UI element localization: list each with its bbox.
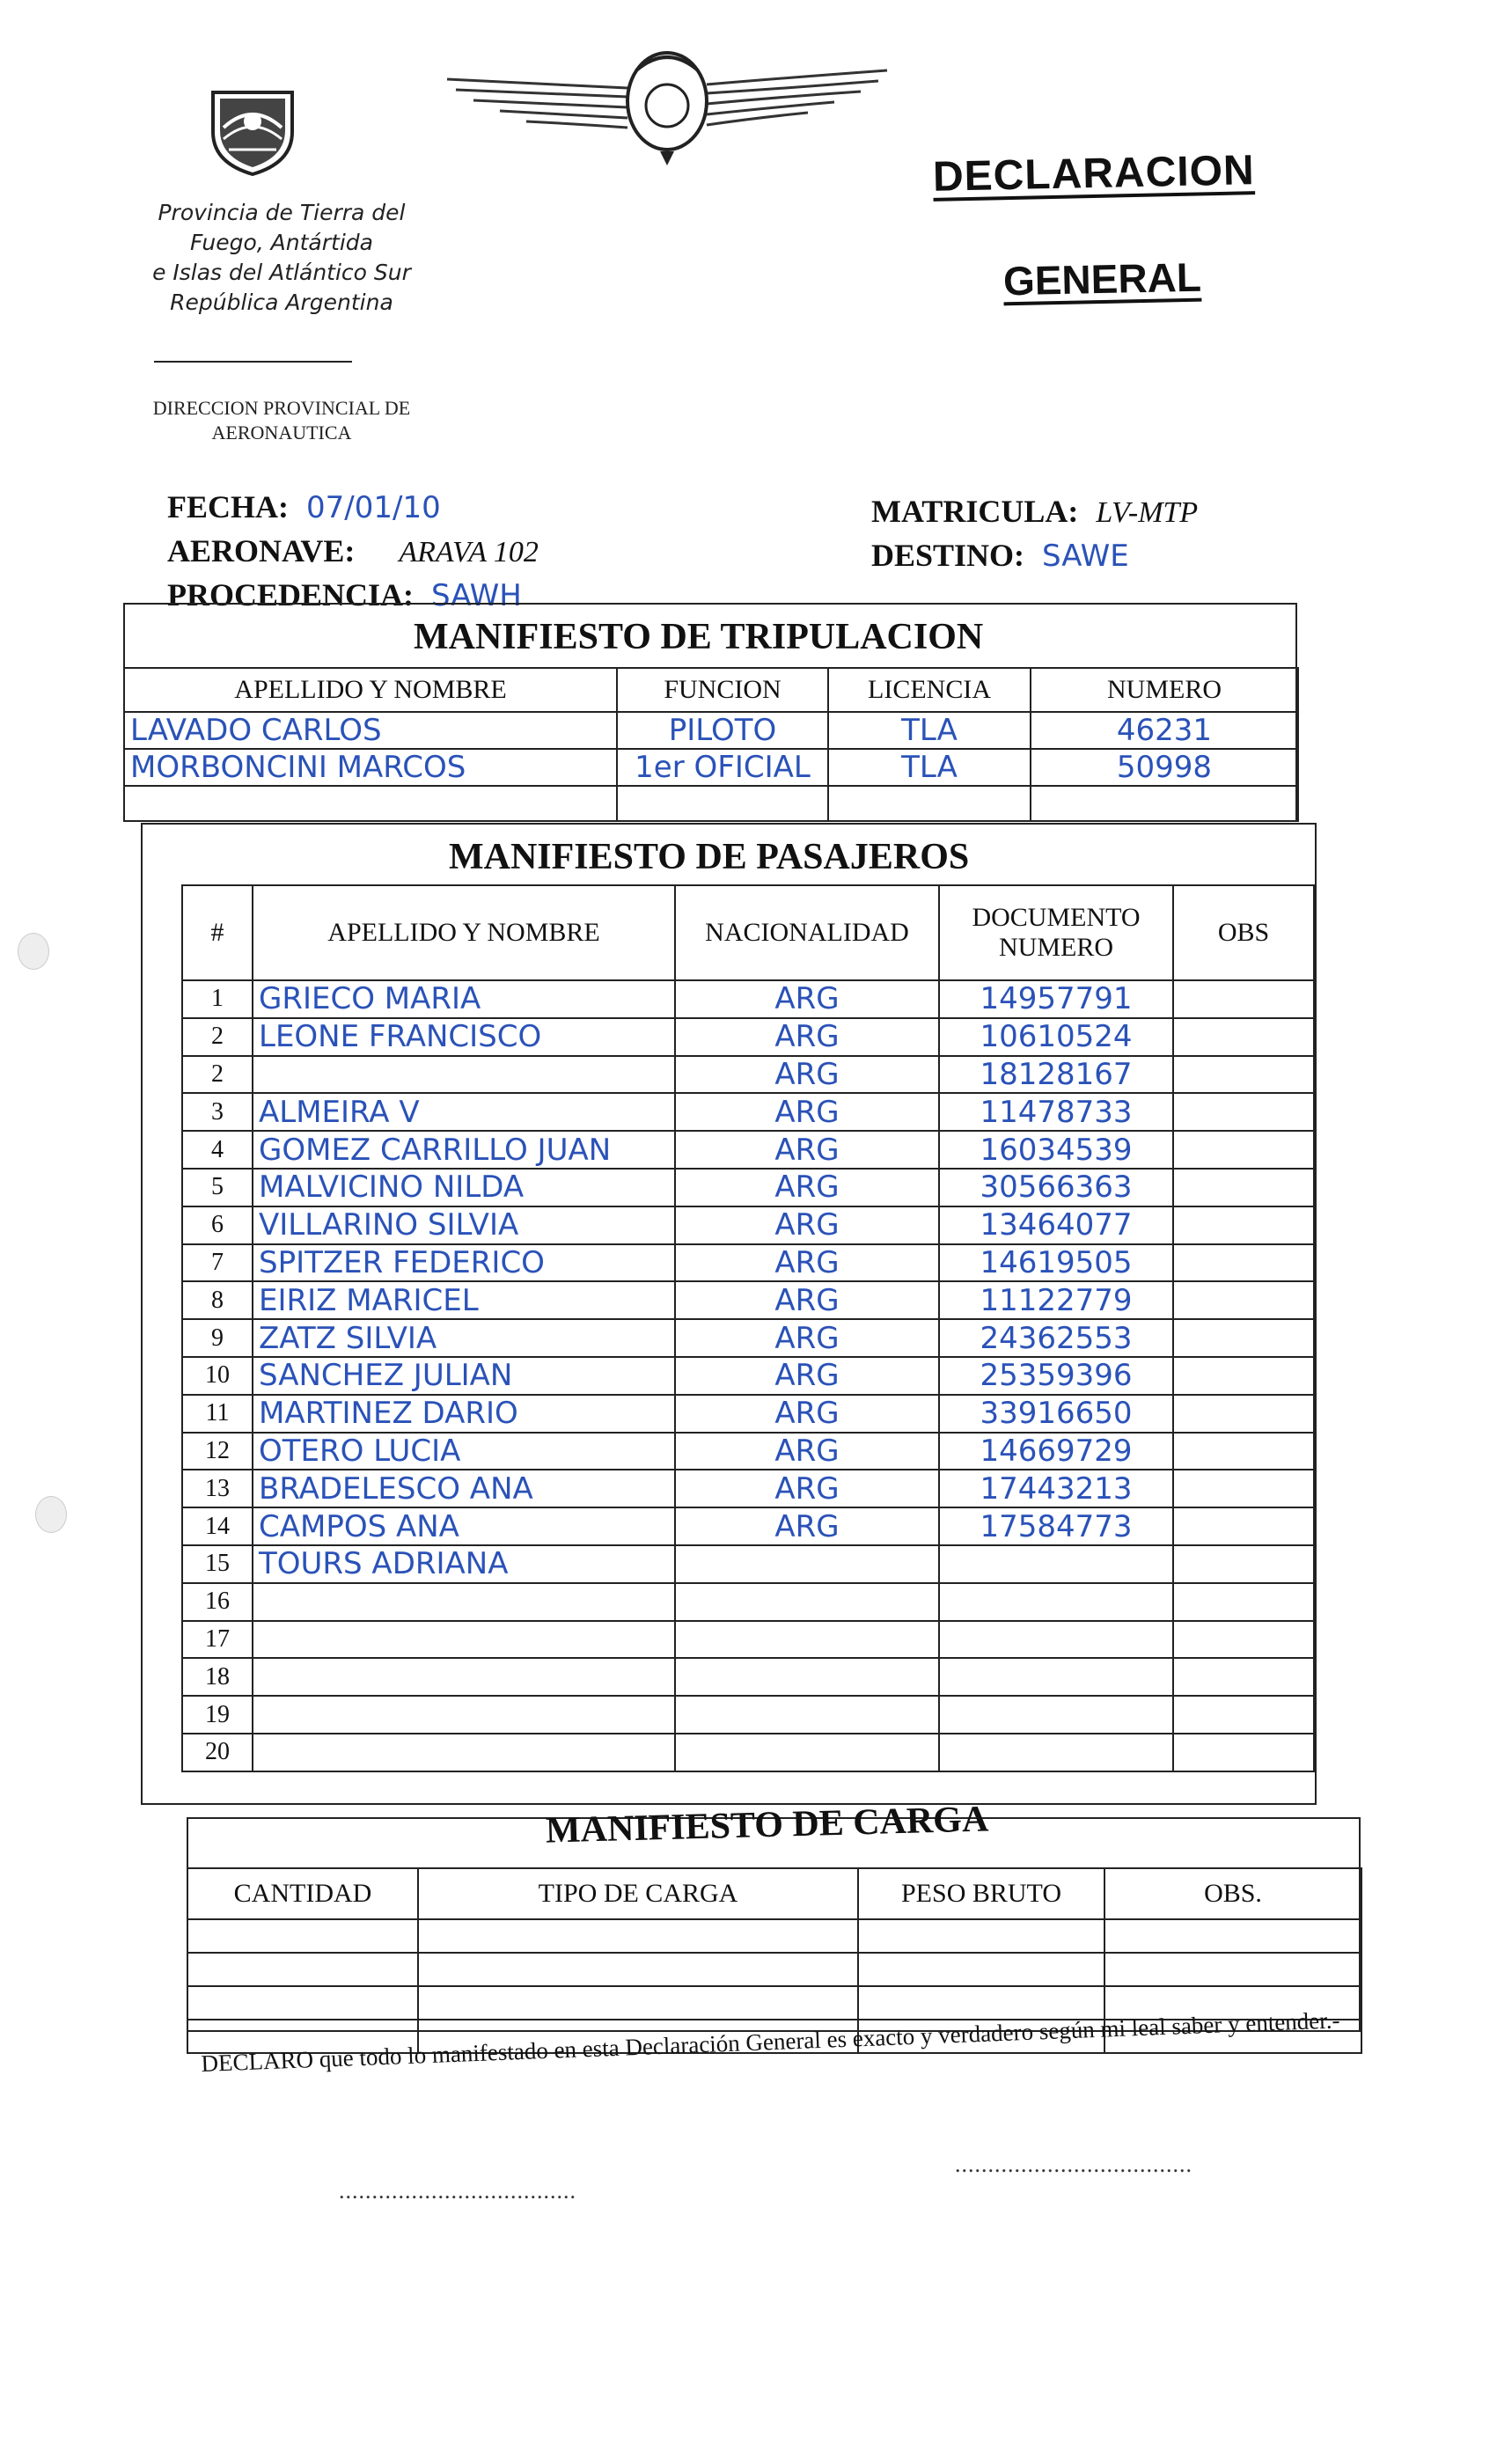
passenger-obs (1173, 1169, 1314, 1206)
fecha-value: 07/01/10 (306, 490, 441, 525)
procedencia-label: PROCEDENCIA: (167, 577, 415, 612)
passenger-row (182, 1621, 1314, 1659)
passenger-index: 2 (182, 1056, 253, 1094)
passenger-document (939, 1696, 1173, 1734)
passenger-name: ALMEIRA V (253, 1093, 675, 1131)
cargo-cell (858, 1986, 1104, 2020)
fecha-label: FECHA: (167, 489, 289, 524)
province-line: Provincia de Tierra del (158, 200, 406, 225)
passenger-nationality: ARG (675, 1131, 939, 1169)
passenger-document (939, 1545, 1173, 1583)
pax-header-name: APELLIDO Y NOMBRE (253, 885, 675, 980)
cargo-cell (418, 1953, 858, 1986)
passenger-name (253, 1621, 675, 1659)
pax-header-index: # (182, 885, 253, 980)
punch-hole (35, 1496, 67, 1533)
destino-field (871, 537, 1129, 574)
passenger-obs (1173, 1395, 1314, 1433)
crew-name (124, 786, 617, 821)
passenger-obs (1173, 1621, 1314, 1659)
passenger-nationality: ARG (675, 980, 939, 1018)
passenger-nationality: ARG (675, 1357, 939, 1395)
document-title: DECLARACION (932, 147, 1256, 201)
passenger-index: 12 (182, 1433, 253, 1470)
passenger-row (182, 1658, 1314, 1696)
passenger-row (182, 1056, 1314, 1094)
cargo-header-quantity: CANTIDAD (187, 1868, 418, 1919)
passenger-document: 11478733 (939, 1093, 1173, 1131)
passenger-row (182, 1545, 1314, 1583)
aeronave-label: AERONAVE: (167, 533, 356, 568)
passenger-name: VILLARINO SILVIA (253, 1206, 675, 1244)
passenger-document: 33916650 (939, 1395, 1173, 1433)
passenger-document: 18128167 (939, 1056, 1173, 1094)
province-line: e Islas del Atlántico Sur (152, 260, 411, 285)
crew-license (828, 786, 1031, 821)
crew-license: TLA (828, 749, 1031, 786)
passenger-document: 17443213 (939, 1470, 1173, 1507)
passenger-row (182, 980, 1314, 1018)
province-name (123, 198, 440, 318)
passenger-index: 10 (182, 1357, 253, 1395)
passenger-index: 14 (182, 1507, 253, 1545)
passenger-row (182, 1470, 1314, 1507)
passenger-document (939, 1658, 1173, 1696)
passenger-nationality: ARG (675, 1244, 939, 1282)
passenger-row (182, 1696, 1314, 1734)
crew-number: 50998 (1031, 749, 1298, 786)
passenger-row (182, 1206, 1314, 1244)
cargo-header-weight: PESO BRUTO (858, 1868, 1104, 1919)
passenger-row (182, 1433, 1314, 1470)
procedencia-value: SAWH (431, 578, 522, 613)
crew-license: TLA (828, 712, 1031, 749)
passenger-nationality: ARG (675, 1093, 939, 1131)
passenger-name: SANCHEZ JULIAN (253, 1357, 675, 1395)
document-subtitle: GENERAL (1002, 253, 1202, 304)
passenger-row (182, 1281, 1314, 1319)
passenger-manifest-title: MANIFIESTO DE PASAJEROS (449, 837, 970, 877)
passenger-name: EIRIZ MARICEL (253, 1281, 675, 1319)
passenger-row (182, 1507, 1314, 1545)
passenger-index: 8 (182, 1281, 253, 1319)
passenger-index: 16 (182, 1583, 253, 1621)
passenger-name (253, 1734, 675, 1771)
passenger-nationality (675, 1583, 939, 1621)
passenger-table (181, 884, 1315, 1772)
passenger-obs (1173, 1433, 1314, 1470)
passenger-document: 14957791 (939, 980, 1173, 1018)
passenger-obs (1173, 1696, 1314, 1734)
passenger-index: 6 (182, 1206, 253, 1244)
passenger-index: 11 (182, 1395, 253, 1433)
passenger-name: MALVICINO NILDA (253, 1169, 675, 1206)
passenger-obs (1173, 1206, 1314, 1244)
directorate-line: DIRECCION PROVINCIAL DE (152, 397, 411, 419)
signature-line: .................................... (339, 2178, 576, 2204)
matricula-value: LV-MTP (1096, 496, 1199, 529)
pax-header-obs: OBS (1173, 885, 1314, 980)
passenger-obs (1173, 1319, 1314, 1357)
province-line: República Argentina (170, 290, 393, 315)
crew-name: MORBONCINI MARCOS (124, 749, 617, 786)
cargo-manifest-title: MANIFIESTO DE CARGA (545, 1799, 989, 1852)
crew-function: PILOTO (617, 712, 828, 749)
passenger-nationality (675, 1545, 939, 1583)
province-line: Fuego, Antártida (190, 230, 373, 255)
passenger-obs (1173, 1131, 1314, 1169)
passenger-nationality (675, 1696, 939, 1734)
cargo-cell (418, 1919, 858, 1953)
passenger-nationality: ARG (675, 1319, 939, 1357)
aviation-wings-icon (438, 35, 896, 167)
cargo-row (187, 1919, 1361, 1953)
passenger-row (182, 1131, 1314, 1169)
passenger-index: 7 (182, 1244, 253, 1282)
passenger-document: 30566363 (939, 1169, 1173, 1206)
directorate-name (123, 396, 440, 445)
passenger-row (182, 1244, 1314, 1282)
crew-header-function: FUNCION (617, 668, 828, 712)
passenger-index: 18 (182, 1658, 253, 1696)
passenger-obs (1173, 980, 1314, 1018)
passenger-row (182, 1734, 1314, 1771)
crew-row (124, 712, 1298, 749)
passenger-document: 25359396 (939, 1357, 1173, 1395)
passenger-row (182, 1319, 1314, 1357)
passenger-index: 3 (182, 1093, 253, 1131)
passenger-name: LEONE FRANCISCO (253, 1018, 675, 1056)
passenger-document: 11122779 (939, 1281, 1173, 1319)
passenger-nationality: ARG (675, 1433, 939, 1470)
passenger-name (253, 1056, 675, 1094)
directorate-line: AERONAUTICA (211, 422, 352, 444)
passenger-name: OTERO LUCIA (253, 1433, 675, 1470)
passenger-document: 17584773 (939, 1507, 1173, 1545)
passenger-index: 19 (182, 1696, 253, 1734)
passenger-index: 9 (182, 1319, 253, 1357)
declaration-statement: DECLARO que todo lo manifestado en esta Declaración General es exacto y verdadero según mi leal saber y entender.- (201, 2006, 1340, 2077)
cargo-row (187, 1953, 1361, 1986)
passenger-name: GRIECO MARIA (253, 980, 675, 1018)
passenger-obs (1173, 1545, 1314, 1583)
passenger-name (253, 1583, 675, 1621)
passenger-name: SPITZER FEDERICO (253, 1244, 675, 1282)
cargo-cell (187, 1919, 418, 1953)
passenger-index: 1 (182, 980, 253, 1018)
cargo-cell (187, 1986, 418, 2020)
matricula-label: MATRICULA: (871, 494, 1079, 529)
passenger-document (939, 1583, 1173, 1621)
passenger-nationality: ARG (675, 1018, 939, 1056)
passenger-name: TOURS ADRIANA (253, 1545, 675, 1583)
passenger-nationality: ARG (675, 1281, 939, 1319)
passenger-index: 13 (182, 1470, 253, 1507)
passenger-document: 14619505 (939, 1244, 1173, 1282)
passenger-index: 2 (182, 1018, 253, 1056)
passenger-row (182, 1169, 1314, 1206)
passenger-row (182, 1093, 1314, 1131)
passenger-row (182, 1583, 1314, 1621)
aeronave-field (167, 532, 539, 569)
passenger-obs (1173, 1093, 1314, 1131)
cargo-cell (858, 1953, 1104, 1986)
passenger-name: BRADELESCO ANA (253, 1470, 675, 1507)
punch-hole (18, 933, 49, 970)
passenger-document: 13464077 (939, 1206, 1173, 1244)
passenger-document (939, 1621, 1173, 1659)
passenger-nationality (675, 1658, 939, 1696)
passenger-document: 10610524 (939, 1018, 1173, 1056)
passenger-nationality: ARG (675, 1470, 939, 1507)
cargo-header-obs: OBS. (1104, 1868, 1361, 1919)
passenger-index: 5 (182, 1169, 253, 1206)
matricula-field (871, 493, 1198, 530)
passenger-rows (182, 980, 1314, 1771)
passenger-document: 14669729 (939, 1433, 1173, 1470)
cargo-header-type: TIPO DE CARGA (418, 1868, 858, 1919)
passenger-obs (1173, 1357, 1314, 1395)
passenger-nationality: ARG (675, 1206, 939, 1244)
passenger-obs (1173, 1056, 1314, 1094)
cargo-cell (418, 1986, 858, 2020)
crew-number (1031, 786, 1298, 821)
signature-line: .................................... (955, 2152, 1192, 2177)
passenger-name: ZATZ SILVIA (253, 1319, 675, 1357)
passenger-obs (1173, 1281, 1314, 1319)
crew-header-license: LICENCIA (828, 668, 1031, 712)
crew-function (617, 786, 828, 821)
crew-function: 1er OFICIAL (617, 749, 828, 786)
passenger-name (253, 1696, 675, 1734)
passenger-index: 20 (182, 1734, 253, 1771)
province-seal-icon (204, 79, 301, 176)
passenger-nationality (675, 1734, 939, 1771)
crew-header-name: APELLIDO Y NOMBRE (124, 668, 617, 712)
divider (154, 361, 352, 363)
crew-manifest-title: MANIFIESTO DE TRIPULACION (414, 617, 984, 657)
passenger-name (253, 1658, 675, 1696)
passenger-index: 15 (182, 1545, 253, 1583)
pax-header-nationality: NACIONALIDAD (675, 885, 939, 980)
crew-row (124, 786, 1298, 821)
pax-header-document: DOCUMENTO NUMERO (939, 885, 1173, 980)
passenger-name: CAMPOS ANA (253, 1507, 675, 1545)
crew-row (124, 749, 1298, 786)
passenger-document: 16034539 (939, 1131, 1173, 1169)
destino-value: SAWE (1042, 539, 1129, 574)
aeronave-value: ARAVA 102 (399, 536, 539, 568)
passenger-nationality: ARG (675, 1056, 939, 1094)
passenger-name: GOMEZ CARRILLO JUAN (253, 1131, 675, 1169)
crew-name: LAVADO CARLOS (124, 712, 617, 749)
cargo-cell (1104, 1919, 1361, 1953)
passenger-row (182, 1395, 1314, 1433)
passenger-index: 4 (182, 1131, 253, 1169)
crew-number: 46231 (1031, 712, 1298, 749)
passenger-nationality: ARG (675, 1169, 939, 1206)
passenger-document: 24362553 (939, 1319, 1173, 1357)
passenger-obs (1173, 1244, 1314, 1282)
cargo-cell (858, 1919, 1104, 1953)
passenger-document (939, 1734, 1173, 1771)
passenger-nationality: ARG (675, 1507, 939, 1545)
passenger-row (182, 1018, 1314, 1056)
destino-label: DESTINO: (871, 538, 1025, 573)
crew-header-number: NUMERO (1031, 668, 1298, 712)
passenger-nationality (675, 1621, 939, 1659)
cargo-cell (187, 1953, 418, 1986)
passenger-obs (1173, 1734, 1314, 1771)
passenger-index: 17 (182, 1621, 253, 1659)
passenger-name: MARTINEZ DARIO (253, 1395, 675, 1433)
crew-table (123, 667, 1299, 822)
passenger-obs (1173, 1470, 1314, 1507)
passenger-obs (1173, 1583, 1314, 1621)
fecha-field (167, 488, 441, 525)
passenger-obs (1173, 1507, 1314, 1545)
passenger-obs (1173, 1018, 1314, 1056)
passenger-row (182, 1357, 1314, 1395)
cargo-cell (1104, 1953, 1361, 1986)
passenger-nationality: ARG (675, 1395, 939, 1433)
passenger-obs (1173, 1658, 1314, 1696)
